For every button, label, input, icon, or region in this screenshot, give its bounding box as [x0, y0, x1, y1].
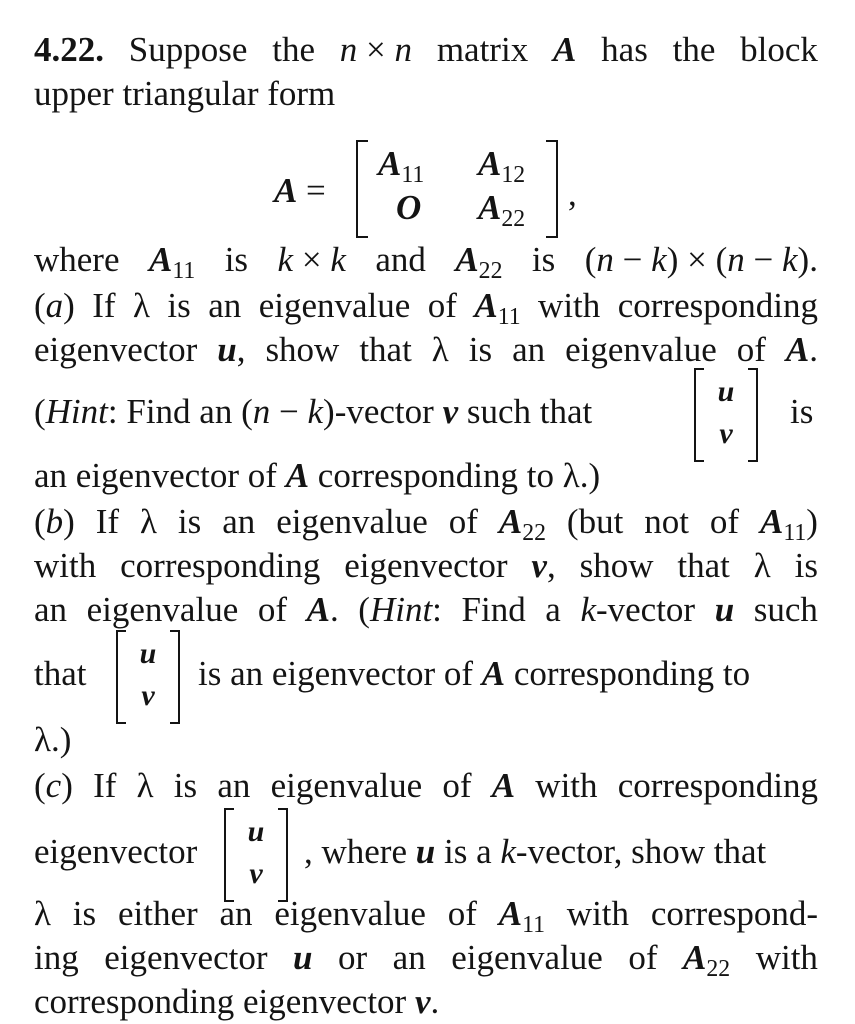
vector-uv-b: u v — [116, 630, 180, 724]
part-b-line-2: with corresponding eigenvector v, show that λ is — [34, 546, 818, 585]
matrix-right-bracket — [546, 140, 558, 238]
part-b-line-5: λ.) — [34, 720, 72, 759]
matrix-cell-a11: $A_{11}$ — [378, 144, 425, 189]
matrix-cell-a12: $A_{12}$ — [478, 144, 526, 189]
problem-line-2: upper triangular form — [34, 74, 336, 113]
block-matrix-equation — [34, 134, 818, 244]
part-b-label: (b) — [34, 502, 75, 541]
where-line: where $A_{11}$ is k × k and $A_{22}$ is (n − k) × (n − k). — [34, 240, 818, 285]
part-c-line-5: corresponding eigenvector v. — [34, 982, 440, 1021]
part-a-line-2: eigenvector u, show that λ is an eigenvalue of A. — [34, 330, 818, 369]
part-a-line-4: an eigenvector of A corresponding to λ.) — [34, 456, 601, 495]
equation-lhs: A — [274, 171, 298, 210]
part-c-label: (c) — [34, 766, 73, 805]
vector-uv-c: u v — [224, 808, 288, 902]
equation-equals: = — [306, 171, 326, 210]
part-b-that: that — [34, 654, 87, 693]
part-c-line-3: λ is either an eigenvalue of $A_{11}$ with correspond- — [34, 894, 818, 939]
part-a-label: (a) — [34, 286, 75, 325]
equation-comma: , — [568, 174, 577, 213]
part-b-line-3: an eigenvalue of A. (Hint: Find a k-vector u such — [34, 590, 818, 629]
matrix-cell-a22: $A_{22}$ — [478, 188, 526, 233]
problem-line-1: 4.22. Suppose the n × n matrix A has the block — [34, 30, 818, 69]
problem-number: 4.22. — [34, 30, 104, 69]
part-c-line-1: (c) If λ is an eigenvalue of A with corresponding — [34, 766, 818, 805]
vector-uv-a — [694, 368, 758, 462]
vector-v: v — [719, 417, 733, 450]
part-c-line-4: ing eigenvector u or an eigenvalue of $A_{22}$ with — [34, 938, 818, 983]
matrix-cell-o: O — [396, 188, 422, 227]
matrix-left-bracket — [356, 140, 368, 238]
part-a-line-1: (a) If λ is an eigenvalue of $A_{11}$ with corresponding — [34, 286, 818, 331]
vector-u: u — [717, 375, 735, 408]
part-a-hint-is: is — [790, 392, 814, 431]
part-b-line-1: (b) If λ is an eigenvalue of $A_{22}$ (but not of $A_{11}$) — [34, 502, 818, 547]
